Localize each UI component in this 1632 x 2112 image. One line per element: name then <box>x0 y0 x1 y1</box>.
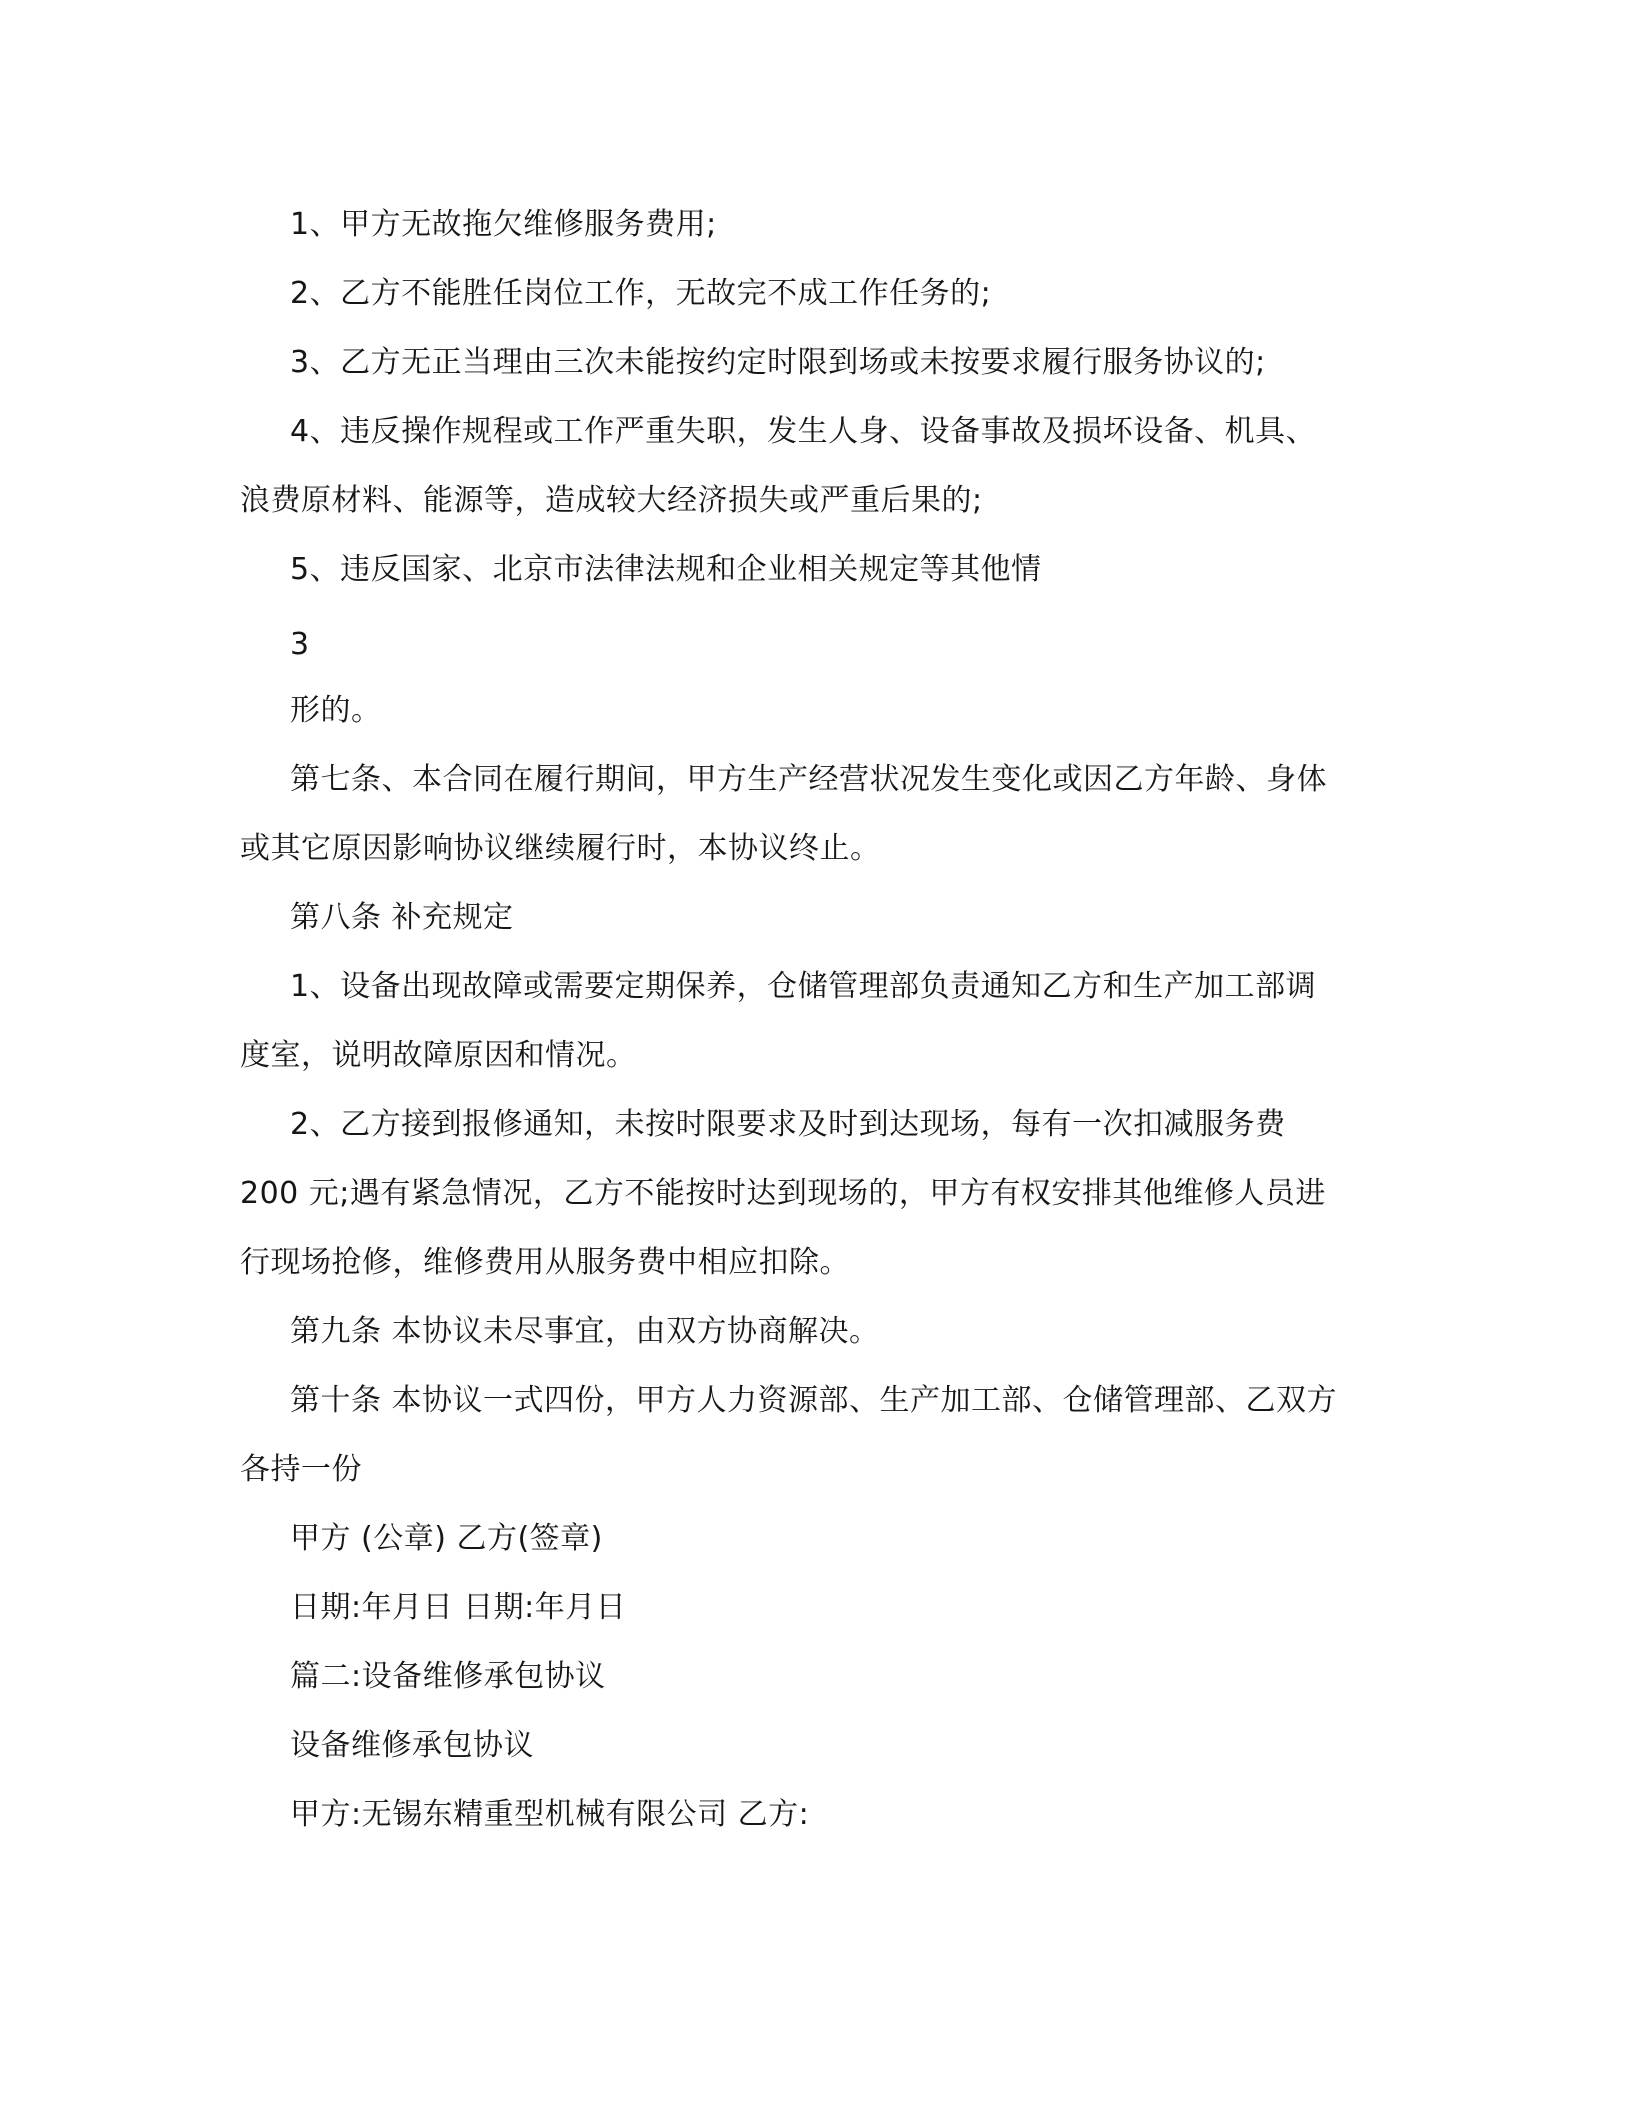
signature-parties: 甲方 (公章) 乙方(签章) <box>290 1521 603 1556</box>
clause-item-5: 5、违反国家、北京市法律法规和企业相关规定等其他情 <box>290 552 1042 587</box>
article-8-heading: 第八条 补充规定 <box>290 900 514 935</box>
article-8-item-2: 2、乙方接到报修通知，未按时限要求及时到达现场，每有一次扣减服务费 <box>290 1107 1286 1142</box>
clause-item-4: 4、违反操作规程或工作严重失职，发生人身、设备事故及损坏设备、机具、 <box>290 414 1317 449</box>
signature-dates: 日期:年月日 日期:年月日 <box>290 1590 627 1625</box>
party-a-b-line: 甲方:无锡东精重型机械有限公司 乙方: <box>290 1797 810 1832</box>
section-title: 篇二:设备维修承包协议 <box>290 1659 606 1694</box>
agreement-title: 设备维修承包协议 <box>290 1728 534 1763</box>
clause-item-4-continued: 浪费原材料、能源等，造成较大经济损失或严重后果的; <box>240 483 983 518</box>
clause-item-5-continued: 形的。 <box>290 693 382 728</box>
clause-item-1: 1、甲方无故拖欠维修服务费用; <box>290 207 717 242</box>
article-8-item-2-continued: 200 元;遇有紧急情况，乙方不能按时达到现场的，甲方有权安排其他维修人员进 <box>240 1176 1326 1211</box>
clause-item-3: 3、乙方无正当理由三次未能按约定时限到场或未按要求履行服务协议的; <box>290 345 1266 380</box>
page-number: 3 <box>290 627 310 662</box>
clause-item-2: 2、乙方不能胜任岗位工作，无故完不成工作任务的; <box>290 276 992 311</box>
article-8-item-2-continued-2: 行现场抢修，维修费用从服务费中相应扣除。 <box>240 1245 850 1280</box>
article-9: 第九条 本协议未尽事宜，由双方协商解决。 <box>290 1314 880 1349</box>
article-10: 第十条 本协议一式四份，甲方人力资源部、生产加工部、仓储管理部、乙双方 <box>290 1383 1338 1418</box>
article-8-item-1: 1、设备出现故障或需要定期保养，仓储管理部负责通知乙方和生产加工部调 <box>290 969 1317 1004</box>
article-7: 第七条、本合同在履行期间，甲方生产经营状况发生变化或因乙方年龄、身体 <box>290 762 1327 797</box>
article-7-continued: 或其它原因影响协议继续履行时，本协议终止。 <box>240 831 881 866</box>
article-8-item-1-continued: 度室，说明故障原因和情况。 <box>240 1038 637 1073</box>
article-10-continued: 各持一份 <box>240 1452 362 1487</box>
